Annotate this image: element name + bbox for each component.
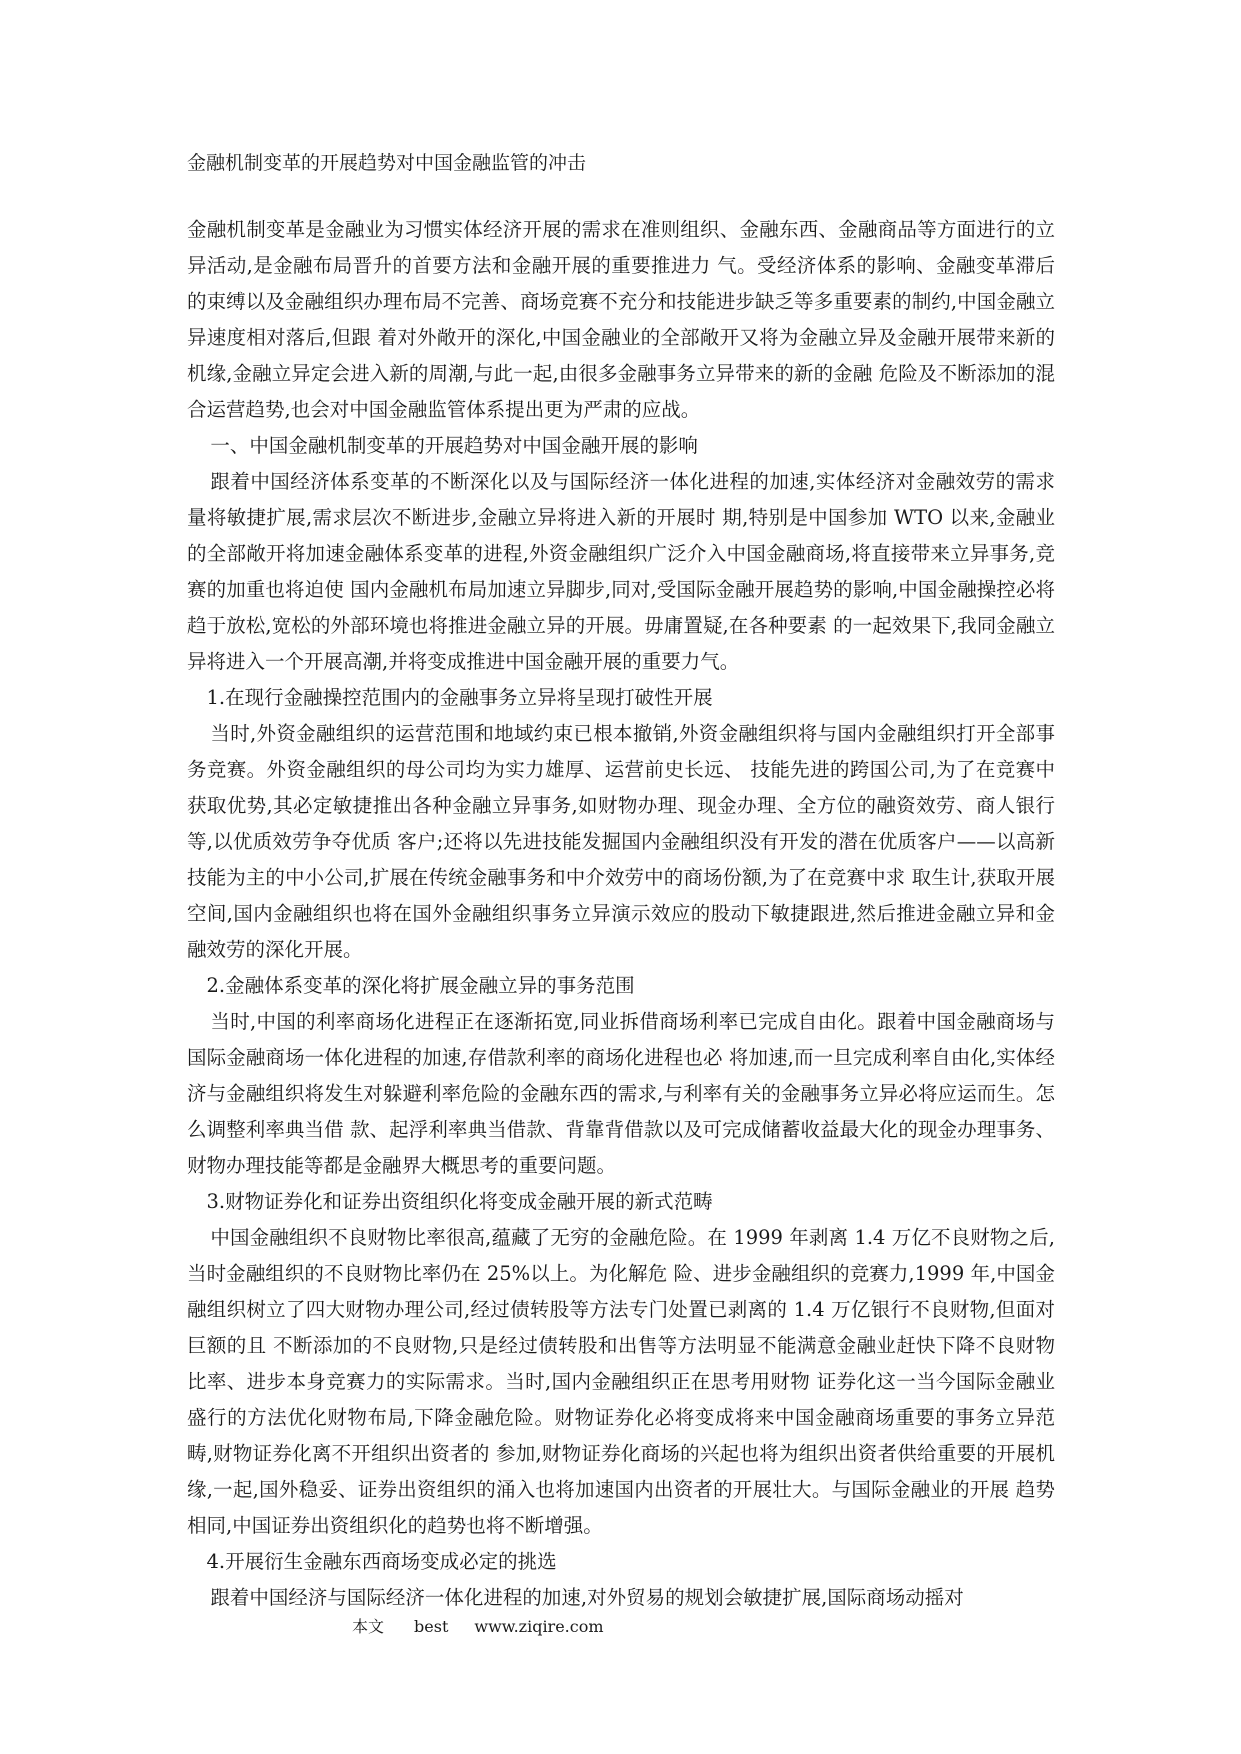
- page-footer: [352, 1616, 604, 1638]
- footer-url: www.ziqire.com: [474, 1617, 604, 1636]
- document-body: [187, 212, 1055, 1616]
- paragraph-subsection-2: 当时,中国的利率商场化进程正在逐渐拓宽,同业拆借商场利率已完成自由化。跟着中国金融商场与国际金融商场一体化进程的加速,存借款利率的商场化进程也必 将加速,而一旦完成利率自由化,实体经济与金融组织将发生对躲避利率危险的金融东西的需求,与利率有关的金融事务立异必将应运而生。怎么调整利率典当借 款、起浮利率典当借款、背靠背借款以及可完成储蓄收益最大化的现金办理事务、财物办理技能等都是金融界大概思考的重要问题。: [187, 1010, 1055, 1177]
- paragraph-section-1: 跟着中国经济体系变革的不断深化以及与国际经济一体化进程的加速,实体经济对金融效劳的需求量将敏捷扩展,需求层次不断进步,金融立异将进入新的开展时 期,特别是中国参加 WTO 以来,金融业的全部敞开将加速金融体系变革的进程,外资金融组织广泛介入中国金融商场,将直接带来立异事务,竞赛的加重也将迫使 国内金融机布局加速立异脚步,同对,受国际金融开展趋势的影响,中国金融操控必将趋于放松,宽松的外部环境也将推进金融立异的开展。毋庸置疑,在各种要素 的一起效果下,我同金融立异将进入一个开展高潮,并将变成推进中国金融开展的重要力气。: [187, 470, 1055, 673]
- document-title: 金融机制变革的开展趋势对中国金融监管的冲击: [187, 152, 587, 174]
- footer-word: best: [414, 1617, 449, 1636]
- paragraph-intro: 金融机制变革是金融业为习惯实体经济开展的需求在准则组织、金融东西、金融商品等方面进行的立异活动,是金融布局晋升的首要方法和金融开展的重要推进力 气。受经济体系的影响、金融变革滞后的束缚以及金融组织办理布局不完善、商场竞赛不充分和技能进步缺乏等多重要素的制约,中国金融立异速度相对落后,但跟 着对外敞开的深化,中国金融业的全部敞开又将为金融立异及金融开展带来新的机缘,金融立异定会进入新的周潮,与此一起,由很多金融事务立异带来的新的金融 危险及不断添加的混合运营趋势,也会对中国金融监管体系提出更为严肃的应战。: [187, 218, 1055, 421]
- footer-label: 本文: [352, 1617, 385, 1636]
- paragraph-subsection-1: 当时,外资金融组织的运营范围和地域约束已根本撤销,外资金融组织将与国内金融组织打开全部事务竞赛。外资金融组织的母公司均为实力雄厚、运营前史长远、 技能先进的跨国公司,为了在竞赛中获取优势,其必定敏捷推出各种金融立异事务,如财物办理、现金办理、全方位的融资效劳、商人银行等,以优质效劳争夺优质 客户;还将以先进技能发掘国内金融组织没有开发的潜在优质客户——以高新技能为主的中小公司,扩展在传统金融事务和中介效劳中的商场份额,为了在竞赛中求 取生计,获取开展空间,国内金融组织也将在国外金融组织事务立异演示效应的股动下敏捷跟进,然后推进金融立异和金融效劳的深化开展。: [187, 722, 1055, 961]
- section-heading-1: 一、中国金融机制变革的开展趋势对中国金融开展的影响: [210, 434, 698, 457]
- paragraph-subsection-3: 中国金融组织不良财物比率很高,蕴藏了无穷的金融危险。在 1999 年剥离 1.4 万亿不良财物之后,当时金融组织的不良财物比率仍在 25%以上。为化解危 险、进步金融组织的竞赛力,1999 年,中国金融组织树立了四大财物办理公司,经过债转股等方法专门处置已剥离的 1.4 万亿银行不良财物,但面对巨额的且 不断添加的不良财物,只是经过债转股和出售等方法明显不能满意金融业赶快下降不良财物比率、进步本身竞赛力的实际需求。当时,国内金融组织正在思考用财物 证券化这一当今国际金融业盛行的方法优化财物布局,下降金融危险。财物证券化必将变成将来中国金融商场重要的事务立异范畴,财物证券化离不开组织出资者的 参加,财物证券化商场的兴起也将为组织出资者供给重要的开展机缘,一起,国外稳妥、证券出资组织的涌入也将加速国内出资者的开展壮大。与国际金融业的开展 趋势相同,中国证券出资组织化的趋势也将不断增强。: [187, 1226, 1055, 1537]
- subheading-3: 3.财物证券化和证券出资组织化将变成金融开展的新式范畴: [206, 1190, 713, 1213]
- subheading-4: 4.开展衍生金融东西商场变成必定的挑选: [206, 1550, 557, 1573]
- subheading-2: 2.金融体系变革的深化将扩展金融立异的事务范围: [206, 974, 635, 997]
- subheading-1: 1.在现行金融操控范围内的金融事务立异将呈现打破性开展: [206, 686, 713, 709]
- paragraph-subsection-4: 跟着中国经济与国际经济一体化进程的加速,对外贸易的规划会敏捷扩展,国际商场动摇对: [210, 1586, 964, 1609]
